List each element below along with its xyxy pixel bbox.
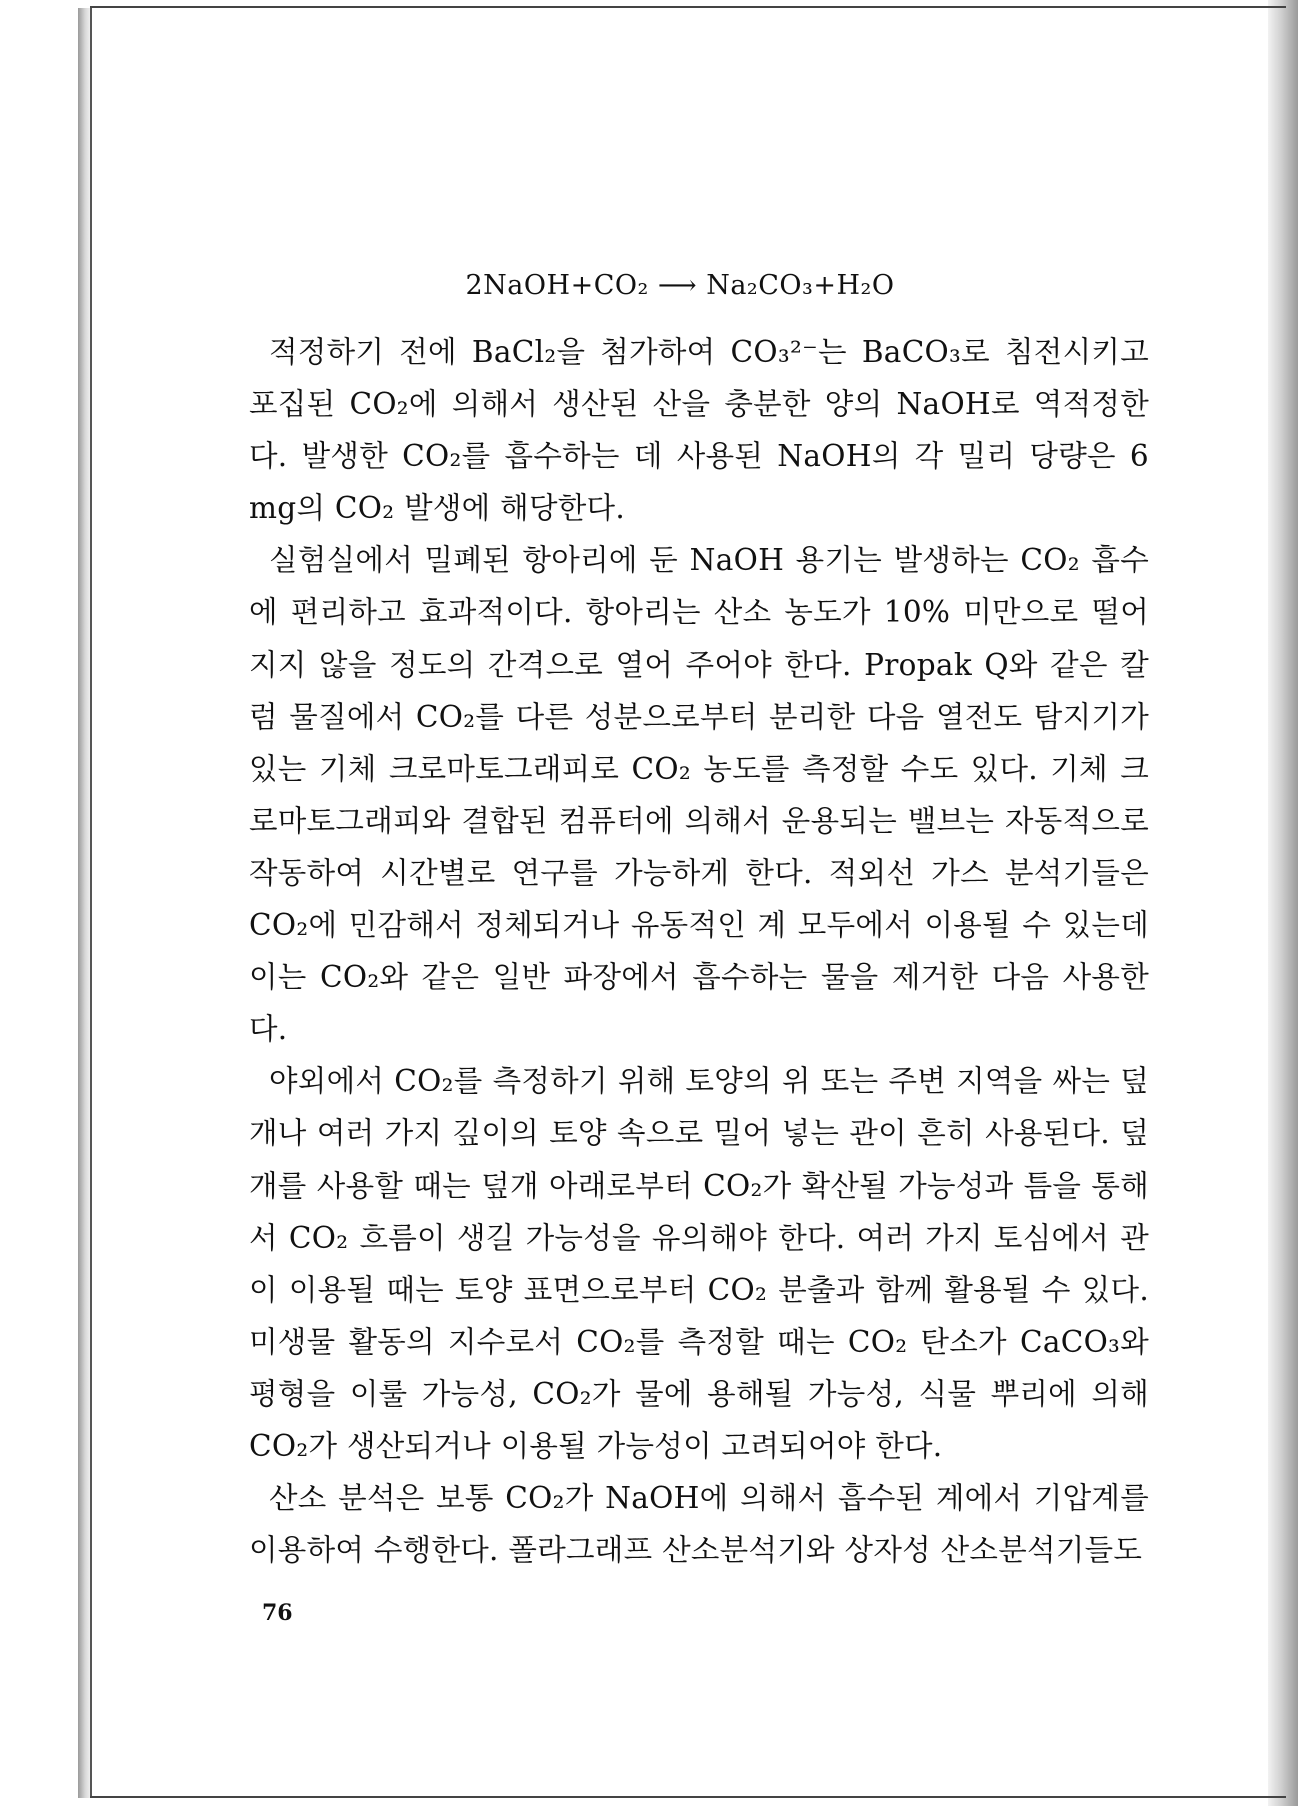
page-number: 76: [262, 1600, 293, 1626]
chemical-equation: 2NaOH+CO₂ ⟶ Na₂CO₃+H₂O: [465, 270, 895, 301]
book-page-stack-edge: [1268, 0, 1298, 1806]
paragraph: 산소 분석은 보통 CO₂가 NaOH에 의해서 흡수된 계에서 기압계를 이용하여 수행한다. 폴라그래프 산소분석기와 상자성 산소분석기들도: [249, 1481, 1149, 1568]
paragraph: 적정하기 전에 BaCl₂을 첨가하여 CO₃²⁻는 BaCO₃로 침전시키고 포집된 CO₂에 의해서 생산된 산을 충분한 양의 NaOH로 역적정한다. 발생한 CO₂를 흡수하는 데 사용된 NaOH의 각 밀리 당량은 6 mg의 CO₂ 발생에 해당한다.: [249, 335, 1149, 526]
book-page: [92, 8, 1268, 1796]
paragraph: 실험실에서 밀폐된 항아리에 둔 NaOH 용기는 발생하는 CO₂ 흡수에 편리하고 효과적이다. 항아리는 산소 농도가 10% 미만으로 떨어지지 않을 정도의 간격으로 열어 주어야 한다. Propak Q와 같은 칼럼 물질에서 CO₂를 다른 성분으로부터 분리한 다음 열전도 탐지기가 있는 기체 크로마토그래피로 CO₂ 농도를 측정할 수도 있다. 기체 크로마토그래피와 결합된 컴퓨터에 의해서 운용되는 밸브는 자동적으로 작동하여 시간별로 연구를 가능하게 한다. 적외선 가스 분석기들은 CO₂에 민감해서 정체되거나 유동적인 계 모두에서 이용될 수 있는데 이는 CO₂와 같은 일반 파장에서 흡수하는 물을 제거한 다음 사용한다.: [249, 543, 1149, 1047]
body-text: [249, 326, 1149, 1576]
paragraph: 야외에서 CO₂를 측정하기 위해 토양의 위 또는 주변 지역을 싸는 덮개나 여러 가지 깊이의 토양 속으로 밀어 넣는 관이 흔히 사용된다. 덮개를 사용할 때는 덮개 아래로부터 CO₂가 확산될 가능성과 틈을 통해서 CO₂ 흐름이 생길 가능성을 유의해야 한다. 여러 가지 토심에서 관이 이용될 때는 토양 표면으로부터 CO₂ 분출과 함께 활용될 수 있다. 미생물 활동의 지수로서 CO₂를 측정할 때는 CO₂ 탄소가 CaCO₃와 평형을 이룰 가능성, CO₂가 물에 용해될 가능성, 식물 뿌리에 의해 CO₂가 생산되거나 이용될 가능성이 고려되어야 한다.: [249, 1064, 1149, 1463]
book-spine-edge: [78, 8, 90, 1798]
page-border-top: [90, 6, 1286, 8]
page-border-bottom: [90, 1796, 1286, 1798]
page-border-left: [90, 8, 92, 1798]
